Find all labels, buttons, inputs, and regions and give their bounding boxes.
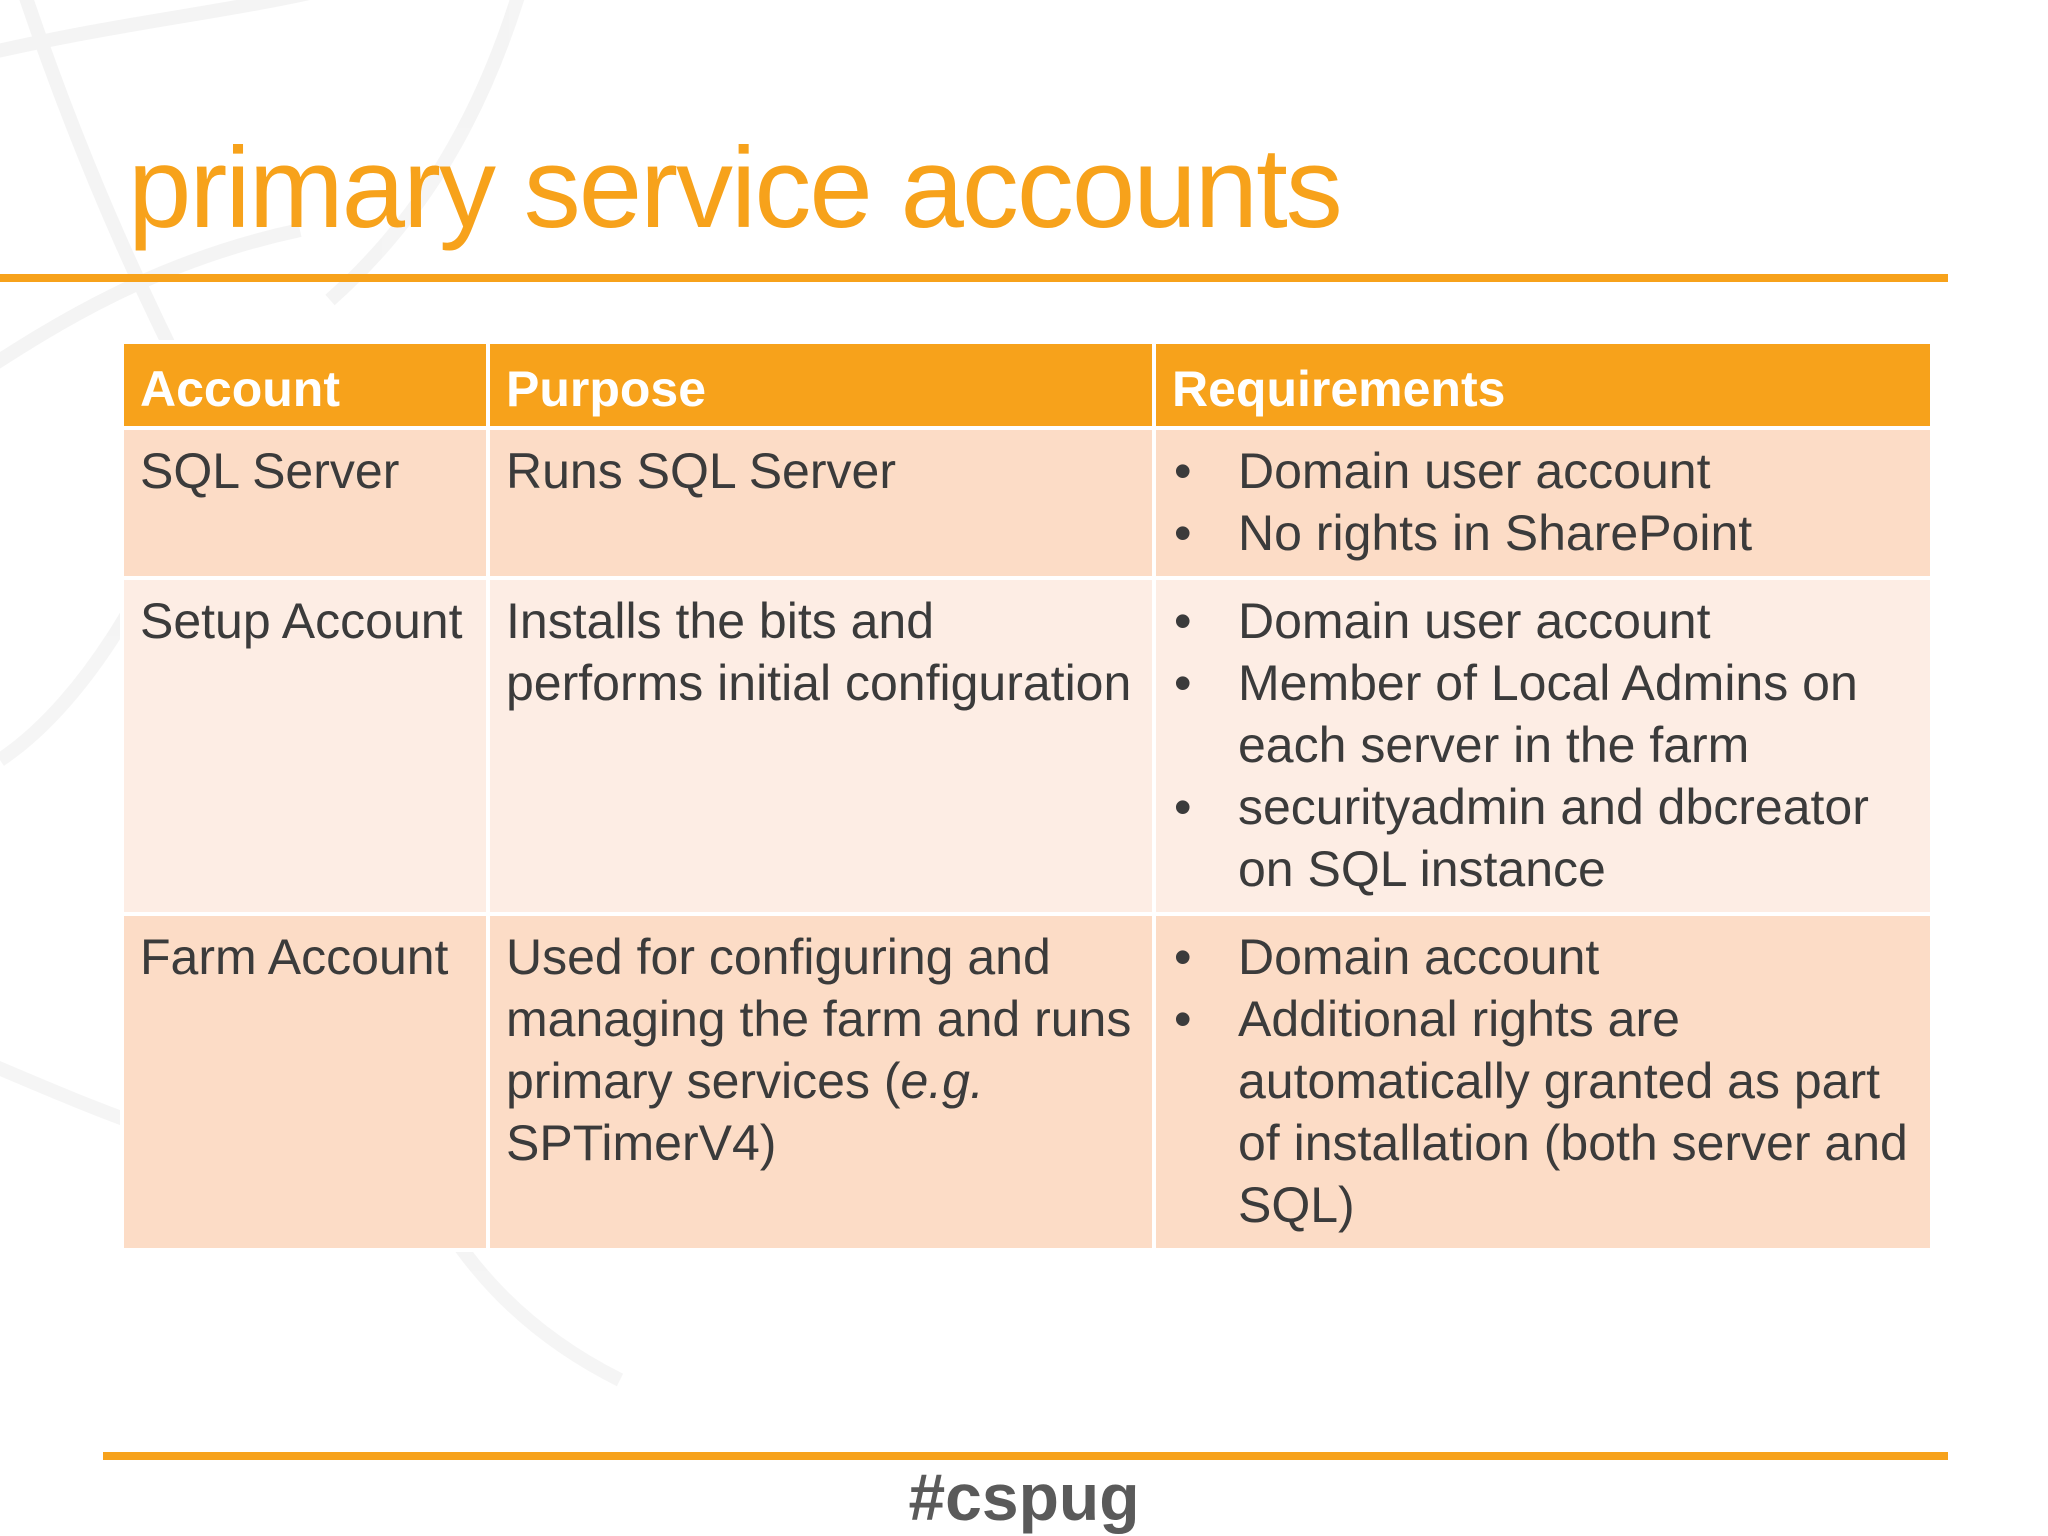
table-row	[122, 578, 1932, 914]
purpose-text-end: SPTimerV4)	[506, 1115, 777, 1171]
list-item: • securityadmin and dbcreator on SQL instance	[1172, 776, 1916, 900]
requirements-list	[1172, 440, 1916, 564]
requirements-cell	[1154, 578, 1932, 914]
purpose-cell: Runs SQL Server	[488, 428, 1154, 578]
table-row	[122, 428, 1932, 578]
purpose-cell	[488, 914, 1154, 1250]
footer-rule	[103, 1452, 1948, 1460]
requirements-cell	[1154, 428, 1932, 578]
list-item: • Domain account	[1172, 926, 1916, 988]
list-item: • Member of Local Admins on each server in the farm	[1172, 652, 1916, 776]
account-cell: Farm Account	[122, 914, 488, 1250]
account-cell: SQL Server	[122, 428, 488, 578]
list-item: • Domain user account	[1172, 440, 1916, 502]
title-underline	[0, 274, 1948, 282]
table-header-row	[122, 342, 1932, 428]
table-row	[122, 914, 1932, 1250]
account-cell: Setup Account	[122, 578, 488, 914]
footer-hashtag: #cspug	[908, 1460, 1140, 1534]
column-header-purpose: Purpose	[488, 342, 1154, 428]
requirements-cell	[1154, 914, 1932, 1250]
requirements-list	[1172, 926, 1916, 1236]
purpose-cell: Installs the bits and performs initial configuration	[488, 578, 1154, 914]
column-header-account: Account	[122, 342, 488, 428]
requirements-list	[1172, 590, 1916, 900]
list-item: • Domain user account	[1172, 590, 1916, 652]
list-item: • No rights in SharePoint	[1172, 502, 1916, 564]
slide-title: primary service accounts	[128, 125, 1341, 252]
purpose-text: Used for configuring and managing the farm and runs primary services (	[506, 929, 1132, 1109]
column-header-requirements: Requirements	[1154, 342, 1932, 428]
list-item: • Additional rights are automatically granted as part of installation (both server and SQL)	[1172, 988, 1916, 1236]
service-accounts-table	[120, 340, 1934, 1252]
purpose-example-abbrev: e.g.	[900, 1053, 984, 1109]
